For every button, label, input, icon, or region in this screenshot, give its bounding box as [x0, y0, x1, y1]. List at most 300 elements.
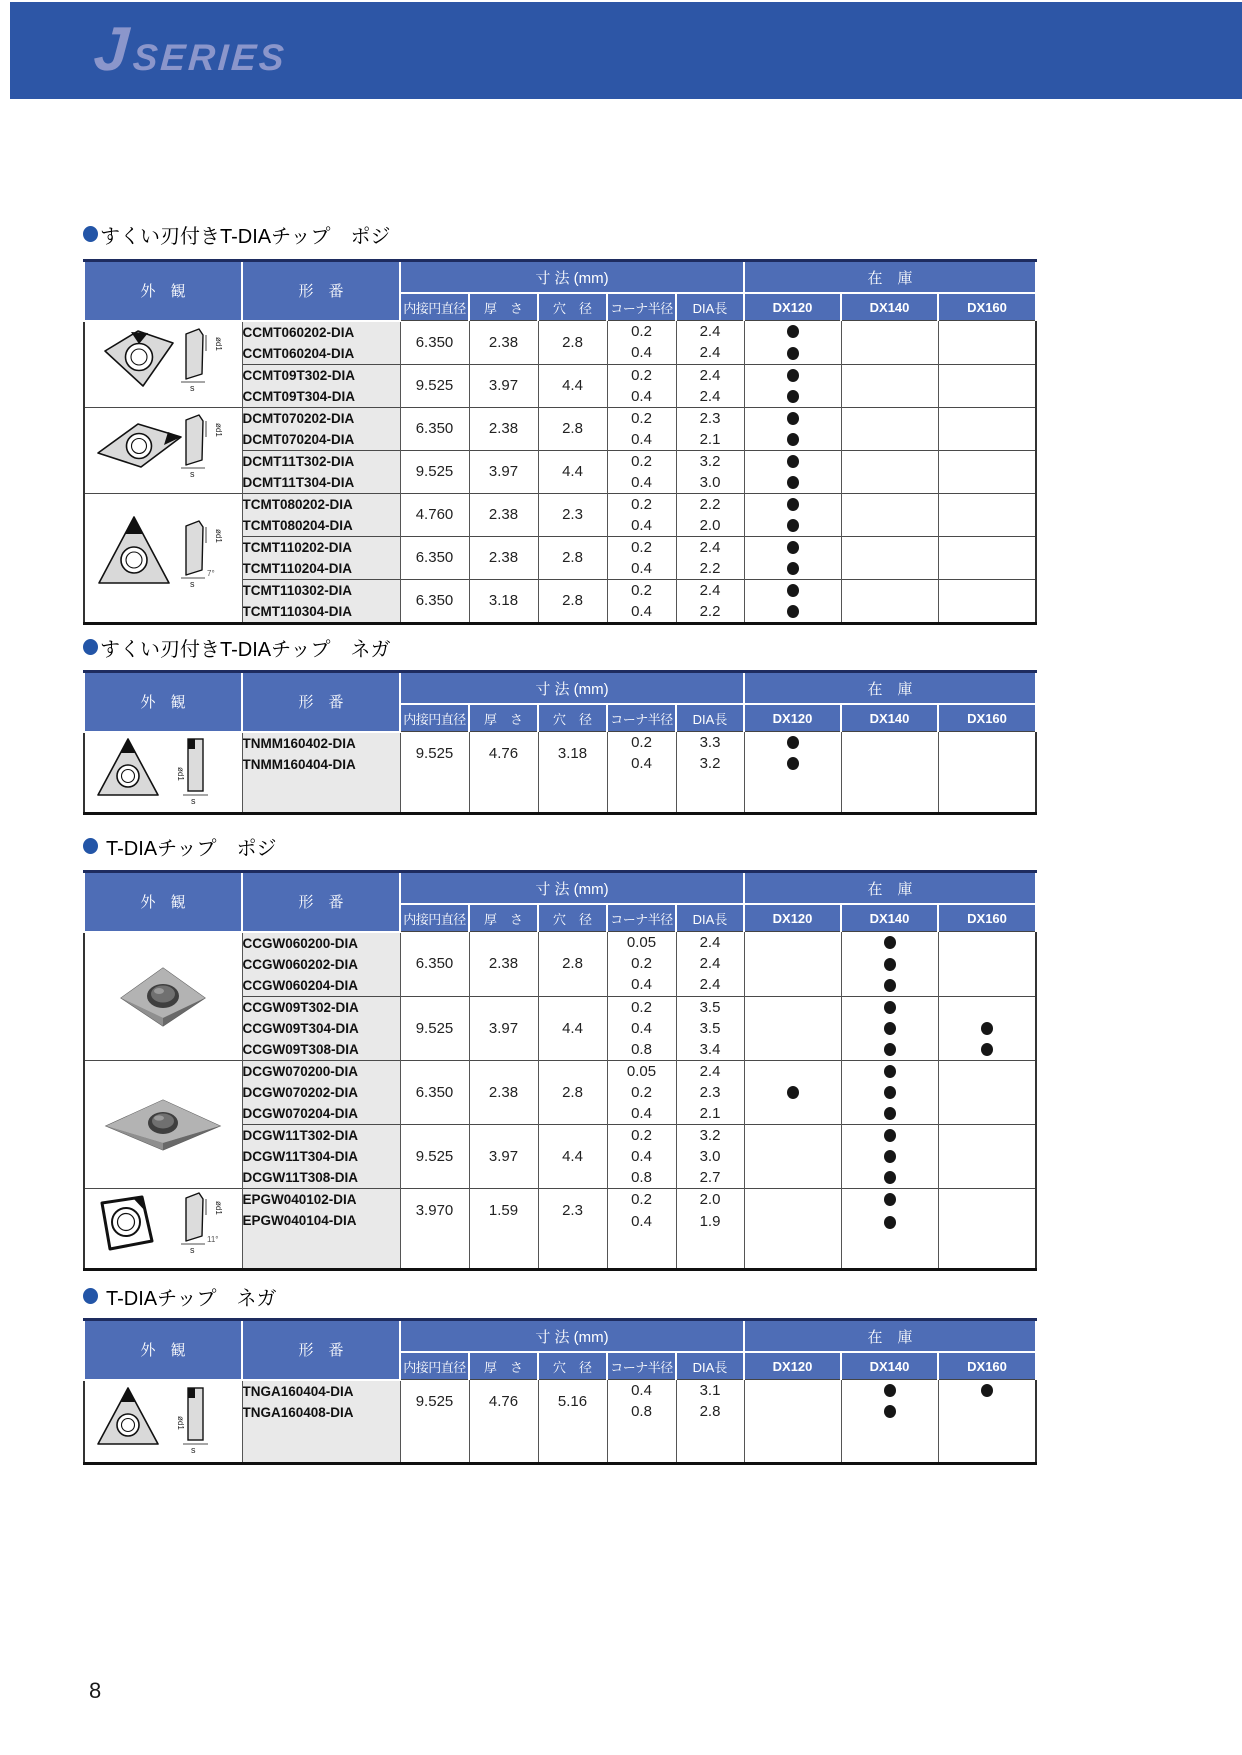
model-number: DCMT11T302-DIA — [242, 453, 355, 469]
stock-cell — [744, 342, 841, 364]
col-subheader-dim: 穴 径 — [538, 293, 607, 321]
stock-dot-icon — [787, 541, 799, 554]
stock-cell — [744, 407, 841, 429]
svg-text:s: s — [190, 382, 195, 393]
stock-dot-icon — [787, 455, 799, 468]
model-number: DCGW070204-DIA — [242, 1105, 359, 1121]
inscribed-dia-value: 6.350 — [400, 932, 469, 997]
corner-radius-value: 0.2 — [607, 579, 676, 601]
corner-radius-value: 0.4 — [607, 429, 676, 451]
inscribed-dia-value: 6.350 — [400, 321, 469, 365]
stock-cell — [841, 342, 938, 364]
col-subheader-dim: 内接円直径 — [400, 704, 469, 732]
hole-dia-value: 2.8 — [538, 536, 607, 579]
corner-radius-value: 0.4 — [607, 1211, 676, 1233]
c-insert-photo-icon — [84, 932, 242, 1061]
stock-cell — [938, 1401, 1036, 1422]
dia-length-value: 2.3 — [676, 1082, 744, 1103]
stock-cell — [938, 996, 1036, 1018]
stock-cell — [938, 1082, 1036, 1103]
stock-dot-icon — [787, 736, 799, 749]
stock-cell — [841, 407, 938, 429]
inscribed-dia-value: 6.350 — [400, 1060, 469, 1124]
model-number: DCGW070202-DIA — [242, 1084, 359, 1100]
stock-dot-icon — [787, 476, 799, 489]
thickness-value: 4.76 — [469, 1380, 538, 1423]
col-subheader-dim: DIA長 — [676, 293, 744, 321]
empty-cell — [400, 1422, 469, 1463]
model-numbers-cell — [242, 364, 400, 407]
dia-length-value: 2.4 — [676, 386, 744, 408]
col-header-stock: 在 庫 — [744, 672, 1036, 705]
model-number: CCGW09T308-DIA — [242, 1041, 359, 1057]
stock-cell — [744, 732, 841, 754]
stock-cell — [841, 1103, 938, 1125]
corner-radius-value: 0.2 — [607, 450, 676, 472]
col-header-model: 形 番 — [242, 261, 400, 321]
stock-cell — [744, 472, 841, 494]
dia-length-value: 2.4 — [676, 536, 744, 558]
stock-cell — [744, 1018, 841, 1039]
stock-cell — [744, 1103, 841, 1125]
stock-cell — [938, 342, 1036, 364]
col-header-dimensions: 寸 法 (mm) — [400, 1320, 744, 1353]
corner-radius-value: 0.4 — [607, 1103, 676, 1125]
stock-dot-icon — [981, 1043, 993, 1056]
dia-length-value: 2.4 — [676, 364, 744, 386]
empty-cell — [938, 1422, 1036, 1463]
stock-cell — [938, 536, 1036, 558]
corner-radius-value: 0.4 — [607, 472, 676, 494]
stock-dot-icon — [884, 979, 896, 992]
empty-cell — [469, 774, 538, 813]
section-title-text: T-DIAチップ ネガ — [106, 1287, 277, 1310]
empty-cell — [469, 1233, 538, 1269]
jseries-logo — [91, 15, 290, 84]
corner-radius-value: 0.2 — [607, 1124, 676, 1146]
stock-dot-icon — [787, 757, 799, 770]
thickness-value: 3.97 — [469, 364, 538, 407]
empty-cell — [400, 1233, 469, 1269]
stock-cell — [841, 386, 938, 408]
col-subheader-stock: DX120 — [744, 904, 841, 932]
hole-dia-value: 4.4 — [538, 364, 607, 407]
col-header-appearance: 外 観 — [84, 872, 242, 932]
section-title-text: すくい刃付きT-DIAチップ ネガ — [100, 638, 391, 661]
stock-cell — [744, 1401, 841, 1422]
stock-dot-icon — [884, 1405, 896, 1418]
stock-cell — [744, 753, 841, 774]
stock-cell — [841, 493, 938, 515]
col-subheader-stock: DX120 — [744, 704, 841, 732]
model-number: EPGW040104-DIA — [242, 1212, 357, 1228]
stock-dot-icon — [787, 390, 799, 403]
stock-cell — [744, 1124, 841, 1146]
col-subheader-dim: 穴 径 — [538, 704, 607, 732]
inscribed-dia-value: 9.525 — [400, 364, 469, 407]
thickness-value: 3.97 — [469, 996, 538, 1060]
col-subheader-stock: DX160 — [938, 293, 1036, 321]
col-subheader-stock: DX140 — [841, 904, 938, 932]
stock-cell — [938, 321, 1036, 343]
stock-cell — [744, 579, 841, 601]
model-number: DCGW11T302-DIA — [242, 1127, 359, 1143]
model-numbers-cell — [242, 932, 400, 997]
dia-length-value: 2.4 — [676, 953, 744, 974]
stock-cell — [938, 364, 1036, 386]
svg-text:s: s — [190, 579, 195, 589]
stock-cell — [938, 974, 1036, 996]
stock-dot-icon — [787, 412, 799, 425]
page-number: 8 — [89, 1678, 102, 1703]
col-header-appearance: 外 観 — [84, 672, 242, 732]
stock-cell — [841, 932, 938, 954]
thickness-value: 2.38 — [469, 932, 538, 997]
stock-cell — [744, 1060, 841, 1082]
stock-cell — [744, 321, 841, 343]
corner-radius-value: 0.2 — [607, 1082, 676, 1103]
stock-cell — [744, 1167, 841, 1189]
col-header-stock: 在 庫 — [744, 261, 1036, 294]
empty-cell — [744, 774, 841, 813]
stock-cell — [841, 1167, 938, 1189]
d-insert-drawing-icon — [84, 407, 242, 493]
stock-cell — [841, 472, 938, 494]
model-numbers-cell — [242, 579, 400, 623]
model-number: DCGW11T304-DIA — [242, 1148, 359, 1164]
model-number: EPGW040102-DIA — [242, 1191, 357, 1207]
model-number: DCMT070204-DIA — [242, 431, 355, 447]
stock-cell — [841, 1039, 938, 1061]
dia-length-value: 3.3 — [676, 732, 744, 754]
dia-length-value: 2.1 — [676, 429, 744, 451]
stock-cell — [841, 429, 938, 451]
hole-dia-value: 2.8 — [538, 579, 607, 623]
svg-text:ød1: ød1 — [214, 1200, 224, 1215]
col-header-model: 形 番 — [242, 1320, 400, 1380]
stock-dot-icon — [981, 1384, 993, 1397]
c-insert-drawing-icon — [84, 321, 242, 408]
corner-radius-value: 0.4 — [607, 342, 676, 364]
model-numbers-cell — [242, 321, 400, 365]
empty-cell — [744, 1422, 841, 1463]
dia-length-value: 2.0 — [676, 515, 744, 537]
hole-dia-value: 2.8 — [538, 407, 607, 450]
stock-cell — [841, 1060, 938, 1082]
stock-cell — [938, 1018, 1036, 1039]
dia-length-value: 2.4 — [676, 579, 744, 601]
stock-dot-icon — [787, 1086, 799, 1099]
thickness-value: 2.38 — [469, 1060, 538, 1124]
model-number: TCMT110302-DIA — [242, 582, 353, 598]
col-subheader-dim: DIA長 — [676, 704, 744, 732]
stock-cell — [744, 1146, 841, 1167]
model-number: TCMT080204-DIA — [242, 517, 353, 533]
svg-text:ød1: ød1 — [176, 766, 186, 781]
svg-text:s: s — [190, 468, 195, 479]
dia-length-value: 2.4 — [676, 321, 744, 343]
stock-cell — [841, 321, 938, 343]
empty-cell — [676, 1422, 744, 1463]
corner-radius-value: 0.2 — [607, 321, 676, 343]
stock-cell — [841, 1401, 938, 1422]
stock-cell — [938, 472, 1036, 494]
stock-cell — [744, 558, 841, 580]
corner-radius-value: 0.4 — [607, 558, 676, 580]
model-number: TCMT080202-DIA — [242, 496, 353, 512]
stock-cell — [841, 996, 938, 1018]
model-number: CCMT060204-DIA — [242, 345, 355, 361]
col-header-stock: 在 庫 — [744, 1320, 1036, 1353]
col-header-appearance: 外 観 — [84, 261, 242, 321]
col-subheader-dim: 内接円直径 — [400, 1352, 469, 1380]
hole-dia-value: 2.8 — [538, 321, 607, 365]
jseries-logo-j: J — [91, 15, 131, 84]
corner-radius-value: 0.4 — [607, 1380, 676, 1402]
stock-cell — [841, 558, 938, 580]
col-subheader-stock: DX140 — [841, 704, 938, 732]
hole-dia-value: 2.8 — [538, 932, 607, 997]
empty-cell — [676, 774, 744, 813]
model-numbers-cell — [242, 1060, 400, 1124]
stock-cell — [744, 1380, 841, 1402]
col-subheader-stock: DX160 — [938, 704, 1036, 732]
model-number: TNGA160404-DIA — [242, 1383, 354, 1399]
catalog-table-tdia-chip-nega — [83, 1318, 1037, 1465]
col-subheader-dim: コーナ半径 — [607, 293, 676, 321]
d-insert-photo-icon — [84, 1060, 242, 1188]
hole-dia-value: 5.16 — [538, 1380, 607, 1423]
stock-cell — [744, 364, 841, 386]
stock-dot-icon — [884, 958, 896, 971]
stock-cell — [938, 429, 1036, 451]
stock-cell — [744, 450, 841, 472]
model-number: CCGW060200-DIA — [242, 935, 359, 951]
stock-dot-icon — [884, 1043, 896, 1056]
dia-length-value: 2.4 — [676, 342, 744, 364]
stock-dot-icon — [787, 347, 799, 360]
stock-cell — [938, 558, 1036, 580]
stock-cell — [938, 1167, 1036, 1189]
stock-cell — [938, 1380, 1036, 1402]
corner-radius-value: 0.4 — [607, 1018, 676, 1039]
dia-length-value: 2.2 — [676, 493, 744, 515]
hole-dia-value: 2.3 — [538, 1188, 607, 1233]
thickness-value: 1.59 — [469, 1188, 538, 1233]
corner-radius-value: 0.4 — [607, 753, 676, 774]
dia-length-value: 2.4 — [676, 1060, 744, 1082]
stock-dot-icon — [884, 1150, 896, 1163]
col-subheader-dim: 厚 さ — [469, 1352, 538, 1380]
hole-dia-value: 2.3 — [538, 493, 607, 536]
stock-cell — [938, 953, 1036, 974]
catalog-table-rake-tdia-chip-posi — [83, 259, 1037, 625]
model-number: DCGW11T308-DIA — [242, 1169, 359, 1185]
thickness-value: 4.76 — [469, 732, 538, 775]
stock-dot-icon — [884, 1193, 896, 1206]
corner-radius-value: 0.05 — [607, 932, 676, 954]
col-subheader-stock: DX140 — [841, 1352, 938, 1380]
corner-radius-value: 0.4 — [607, 601, 676, 624]
model-numbers-cell — [242, 732, 400, 814]
stock-cell — [744, 386, 841, 408]
corner-radius-value: 0.4 — [607, 386, 676, 408]
stock-dot-icon — [787, 498, 799, 511]
model-numbers-cell — [242, 536, 400, 579]
col-subheader-dim: 厚 さ — [469, 904, 538, 932]
section-title-tdia-chip-nega — [83, 1283, 277, 1309]
stock-cell — [744, 515, 841, 537]
corner-radius-value: 0.05 — [607, 1060, 676, 1082]
corner-radius-value: 0.4 — [607, 515, 676, 537]
dia-length-value: 3.2 — [676, 450, 744, 472]
stock-cell — [744, 1082, 841, 1103]
stock-cell — [938, 386, 1036, 408]
col-subheader-dim: 内接円直径 — [400, 293, 469, 321]
stock-cell — [938, 1124, 1036, 1146]
dia-length-value: 3.0 — [676, 1146, 744, 1167]
col-subheader-dim: 厚 さ — [469, 704, 538, 732]
stock-dot-icon — [787, 519, 799, 532]
corner-radius-value: 0.8 — [607, 1039, 676, 1061]
svg-text:s: s — [190, 1244, 195, 1255]
stock-cell — [841, 601, 938, 624]
stock-dot-icon — [787, 433, 799, 446]
corner-radius-value: 0.2 — [607, 1188, 676, 1211]
stock-cell — [841, 1018, 938, 1039]
dia-length-value: 2.1 — [676, 1103, 744, 1125]
svg-text:s: s — [191, 1444, 196, 1455]
stock-cell — [938, 932, 1036, 954]
stock-cell — [744, 1211, 841, 1233]
thickness-value: 2.38 — [469, 407, 538, 450]
stock-dot-icon — [884, 1065, 896, 1078]
stock-cell — [938, 1188, 1036, 1211]
stock-dot-icon — [884, 1022, 896, 1035]
col-header-dimensions: 寸 法 (mm) — [400, 261, 744, 294]
section-title-rake-tdia-chip-posi — [83, 221, 391, 247]
stock-cell — [938, 515, 1036, 537]
stock-cell — [841, 732, 938, 754]
jseries-banner — [10, 2, 1242, 99]
empty-cell — [469, 1422, 538, 1463]
model-number: TNMM160404-DIA — [242, 756, 356, 772]
stock-cell — [841, 1124, 938, 1146]
stock-cell — [744, 1039, 841, 1061]
stock-cell — [938, 1039, 1036, 1061]
stock-cell — [744, 493, 841, 515]
dia-length-value: 2.7 — [676, 1167, 744, 1189]
col-subheader-dim: コーナ半径 — [607, 904, 676, 932]
model-number: TCMT110204-DIA — [242, 560, 353, 576]
stock-dot-icon — [884, 1107, 896, 1120]
empty-cell — [841, 1233, 938, 1269]
corner-radius-value: 0.8 — [607, 1401, 676, 1422]
dia-length-value: 3.4 — [676, 1039, 744, 1061]
col-header-model: 形 番 — [242, 872, 400, 932]
corner-radius-value: 0.2 — [607, 953, 676, 974]
corner-radius-value: 0.2 — [607, 407, 676, 429]
corner-radius-value: 0.2 — [607, 996, 676, 1018]
stock-cell — [841, 515, 938, 537]
stock-cell — [938, 493, 1036, 515]
col-subheader-stock: DX120 — [744, 1352, 841, 1380]
model-number: TCMT110202-DIA — [242, 539, 353, 555]
thickness-value: 3.97 — [469, 1124, 538, 1188]
section-bullet-icon — [83, 639, 98, 655]
hole-dia-value: 4.4 — [538, 1124, 607, 1188]
svg-text:ød1: ød1 — [214, 529, 224, 543]
model-number: CCMT060202-DIA — [242, 324, 355, 340]
empty-cell — [841, 774, 938, 813]
section-title-text: すくい刃付きT-DIAチップ ポジ — [100, 225, 391, 248]
svg-text:7°: 7° — [207, 569, 215, 578]
model-numbers-cell — [242, 1380, 400, 1464]
model-number: DCMT070202-DIA — [242, 410, 355, 426]
empty-cell — [607, 1422, 676, 1463]
stock-cell — [744, 996, 841, 1018]
dia-length-value: 2.0 — [676, 1188, 744, 1211]
stock-cell — [841, 1211, 938, 1233]
stock-dot-icon — [787, 562, 799, 575]
corner-radius-value: 0.2 — [607, 493, 676, 515]
corner-radius-value: 0.2 — [607, 732, 676, 754]
dia-length-value: 2.2 — [676, 601, 744, 624]
dia-length-value: 3.5 — [676, 996, 744, 1018]
empty-cell — [538, 774, 607, 813]
stock-dot-icon — [884, 1384, 896, 1397]
dia-length-value: 2.8 — [676, 1401, 744, 1422]
model-number: CCMT09T304-DIA — [242, 388, 356, 404]
stock-dot-icon — [787, 325, 799, 338]
stock-cell — [744, 974, 841, 996]
stock-dot-icon — [884, 1086, 896, 1099]
stock-dot-icon — [787, 605, 799, 618]
stock-cell — [938, 1103, 1036, 1125]
dia-length-value: 3.5 — [676, 1018, 744, 1039]
col-subheader-dim: 厚 さ — [469, 293, 538, 321]
stock-cell — [744, 1188, 841, 1211]
stock-cell — [841, 364, 938, 386]
model-numbers-cell — [242, 407, 400, 450]
stock-cell — [938, 1060, 1036, 1082]
col-subheader-dim: 内接円直径 — [400, 904, 469, 932]
model-number: CCMT09T302-DIA — [242, 367, 356, 383]
hole-dia-value: 4.4 — [538, 450, 607, 493]
model-numbers-cell — [242, 450, 400, 493]
stock-cell — [744, 601, 841, 624]
model-number: CCGW060202-DIA — [242, 956, 359, 972]
stock-dot-icon — [787, 584, 799, 597]
empty-cell — [400, 774, 469, 813]
corner-radius-value: 0.2 — [607, 536, 676, 558]
col-subheader-stock: DX160 — [938, 1352, 1036, 1380]
stock-cell — [744, 536, 841, 558]
inscribed-dia-value: 9.525 — [400, 1124, 469, 1188]
model-numbers-cell — [242, 493, 400, 536]
catalog-table-rake-tdia-chip-nega — [83, 670, 1037, 815]
col-subheader-dim: 穴 径 — [538, 904, 607, 932]
stock-dot-icon — [884, 1171, 896, 1184]
inscribed-dia-value: 9.525 — [400, 1380, 469, 1423]
stock-dot-icon — [787, 369, 799, 382]
empty-cell — [538, 1233, 607, 1269]
model-number: DCGW070200-DIA — [242, 1063, 359, 1079]
thickness-value: 3.18 — [469, 579, 538, 623]
stock-cell — [938, 407, 1036, 429]
t-neg-insert-drawing-icon — [84, 732, 242, 814]
col-subheader-dim: DIA長 — [676, 1352, 744, 1380]
